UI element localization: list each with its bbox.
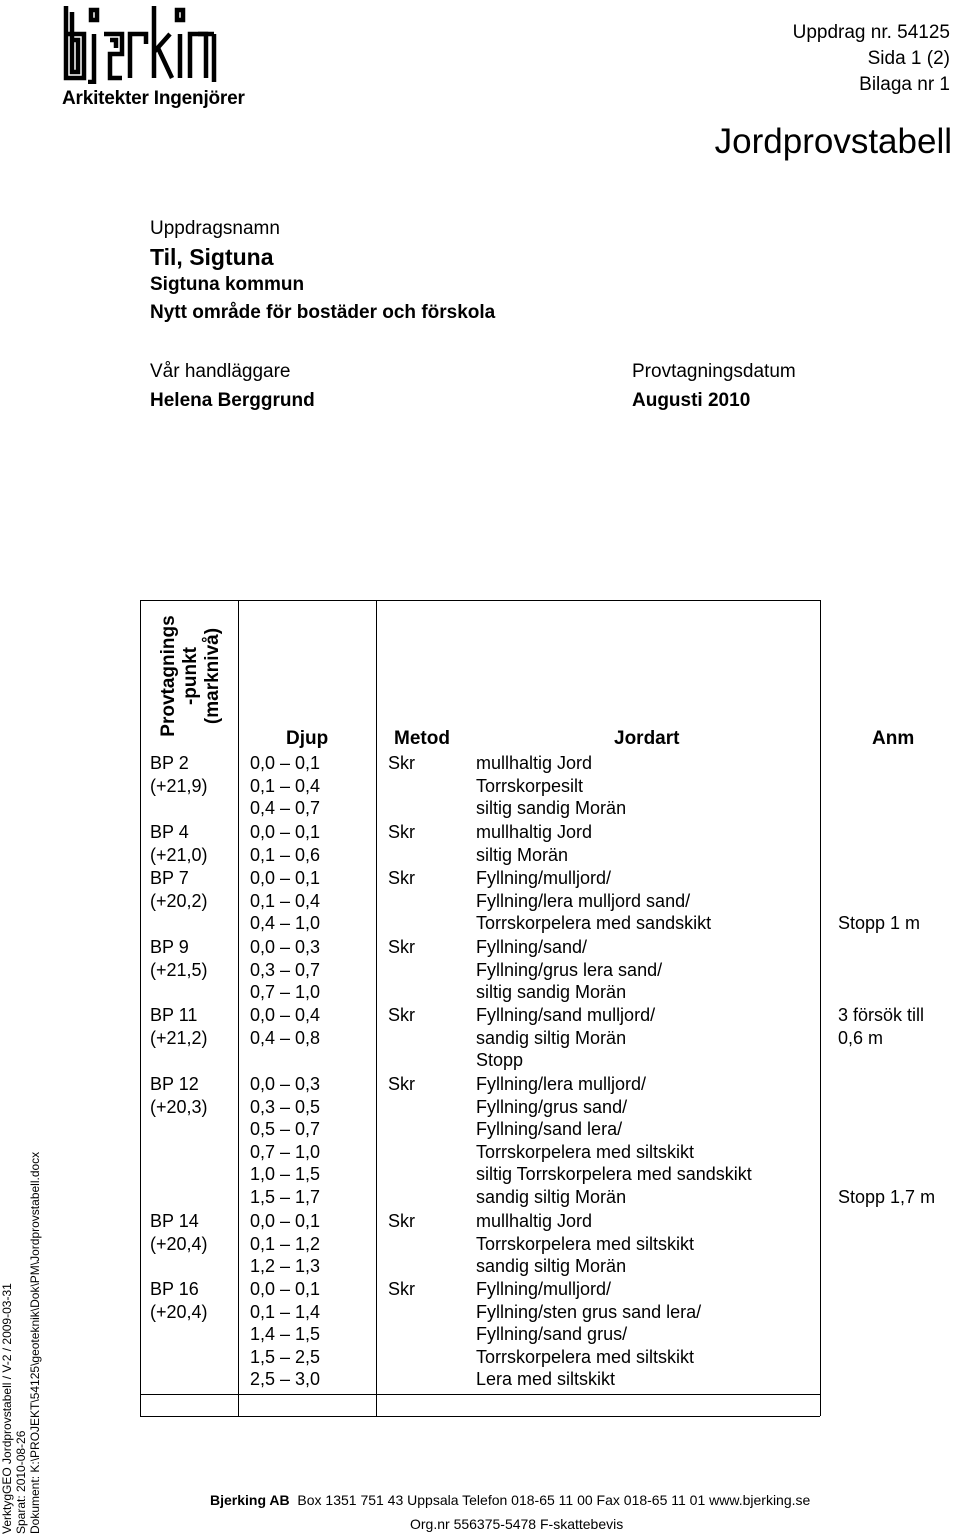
soil-type: siltig Torrskorpelera med sandskikt	[476, 1164, 752, 1185]
depth-range: 0,0 – 0,1	[250, 1279, 321, 1299]
depth-range: 0,0 – 0,1	[250, 868, 321, 888]
sampling-method: Skr	[388, 1005, 415, 1025]
depth-range: 0,1 – 0,4	[250, 775, 321, 796]
soil-type: Fyllning/mulljord/	[476, 868, 612, 888]
document-path: Dokument: K:\PROJEKT\54125\geoteknik\Dok\PM\Jordprovstabell.docx	[28, 1151, 42, 1534]
sampling-method: Skr	[388, 753, 415, 773]
soil-type: Torrskorpelera med siltskikt	[476, 1233, 695, 1254]
bjerking-wordmark-logo	[62, 4, 218, 84]
soil-type: Torrskorpesilt	[476, 775, 584, 796]
assignment-number: Uppdrag nr. 54125	[792, 22, 950, 43]
depth-range: 0,1 – 0,6	[250, 844, 321, 865]
sampling-method: Skr	[388, 822, 415, 842]
company-logo	[62, 4, 245, 114]
soil-sample-table	[140, 600, 960, 1416]
depth-range: 1,5 – 2,5	[250, 1346, 321, 1367]
soil-type: mullhaltig Jord	[476, 1211, 593, 1231]
remark-column-header: Anm	[872, 728, 915, 749]
soil-type: siltig sandig Morän	[476, 798, 627, 819]
soil-type: Torrskorpelera med siltskikt	[476, 1141, 695, 1162]
sample-point-level: (+21,2)	[150, 1027, 208, 1048]
sampling-method: Skr	[388, 937, 415, 957]
sample-point-level: (+21,9)	[150, 775, 208, 796]
sample-point-id: BP 11	[150, 1005, 198, 1025]
depth-range: 2,5 – 3,0	[250, 1369, 321, 1390]
depth-range: 0,7 – 1,0	[250, 1141, 321, 1162]
depth-range: 0,3 – 0,5	[250, 1096, 321, 1117]
soil-type: sandig siltig Morän	[476, 1187, 627, 1207]
handler-name: Helena Berggrund	[150, 390, 315, 411]
soil-type-column-header: Jordart	[614, 728, 680, 749]
table-right-border	[820, 600, 821, 1416]
sampling-date-label: Provtagningsdatum	[632, 361, 796, 382]
punkt-header-line: Provtagnings	[158, 615, 179, 737]
sample-point-id: BP 2	[150, 753, 189, 773]
sample-point-id: BP 4	[150, 822, 189, 842]
sample-point-level: (+21,0)	[150, 844, 208, 865]
sample-point-id: BP 14	[150, 1211, 199, 1231]
remark: 0,6 m	[838, 1027, 884, 1048]
depth-range: 0,3 – 0,7	[250, 959, 321, 980]
remark: Stopp 1 m	[838, 913, 921, 934]
soil-type: Fyllning/grus lera sand/	[476, 959, 663, 980]
soil-type: mullhaltig Jord	[476, 753, 593, 773]
document-metadata	[0, 1134, 42, 1534]
page-number: Sida 1 (2)	[867, 48, 950, 69]
remark: 3 försök till	[838, 1005, 925, 1025]
saved-date: Sparat: 2010-08-26	[14, 1430, 28, 1534]
footer-address: Box 1351 751 43 Uppsala Telefon 018-65 11 00 Fax 018-65 11 01 www.bjerking.se	[297, 1492, 811, 1508]
soil-type: siltig Morän	[476, 844, 569, 865]
soil-type: Fyllning/mulljord/	[476, 1279, 612, 1299]
depth-range: 0,1 – 1,4	[250, 1301, 321, 1322]
soil-type: Fyllning/lera mulljord sand/	[476, 890, 691, 911]
sample-point-id: BP 9	[150, 937, 189, 957]
document-title: Jordprovstabell	[714, 122, 952, 161]
punkt-header-line: (marknivå)	[202, 627, 223, 725]
sample-point-id: BP 16	[150, 1279, 199, 1299]
remark: Stopp 1,7 m	[838, 1187, 936, 1207]
sample-point-level: (+20,4)	[150, 1301, 208, 1322]
handler-label: Vår handläggare	[150, 361, 291, 382]
depth-column-header: Djup	[286, 728, 329, 749]
template-info: VerktygGEO Jordprovstabell / V-2 / 2009-03-31	[0, 1283, 14, 1534]
soil-type: Fyllning/sand lera/	[476, 1119, 623, 1140]
depth-range: 1,0 – 1,5	[250, 1164, 321, 1185]
table-top-border	[140, 600, 820, 601]
soil-type: sandig siltig Morän	[476, 1027, 627, 1048]
soil-type: Fyllning/sand grus/	[476, 1324, 628, 1345]
sample-point-level: (+21,5)	[150, 959, 208, 980]
soil-type: Fyllning/sand mulljord/	[476, 1005, 656, 1025]
depth-range: 0,0 – 0,3	[250, 1074, 321, 1094]
punkt-column-header	[140, 600, 240, 740]
sample-point-level: (+20,4)	[150, 1233, 208, 1254]
table-row-separator	[140, 1394, 820, 1395]
depth-range: 0,0 – 0,1	[250, 1211, 321, 1231]
sampling-method: Skr	[388, 1279, 415, 1299]
depth-range: 1,4 – 1,5	[250, 1324, 321, 1345]
depth-range: 0,4 – 0,7	[250, 798, 321, 819]
table-bottom-border	[140, 1416, 820, 1417]
method-column-header: Metod	[394, 728, 450, 749]
soil-type: Stopp	[476, 1050, 524, 1071]
sample-point-level: (+20,3)	[150, 1096, 208, 1117]
soil-type: siltig sandig Morän	[476, 982, 627, 1003]
soil-type: Torrskorpelera med sandskikt	[476, 913, 712, 934]
soil-type: Fyllning/sand/	[476, 937, 588, 957]
soil-type: sandig siltig Morän	[476, 1256, 627, 1277]
depth-range: 0,4 – 0,8	[250, 1027, 321, 1048]
sample-point-id: BP 7	[150, 868, 189, 888]
soil-type: Fyllning/sten grus sand lera/	[476, 1301, 702, 1322]
depth-range: 1,5 – 1,7	[250, 1187, 321, 1207]
depth-range: 0,0 – 0,1	[250, 753, 321, 773]
project-label: Uppdragsnamn	[150, 218, 280, 239]
table-column-divider	[376, 600, 377, 1416]
project-municipality: Sigtuna kommun	[150, 274, 305, 295]
soil-type: Fyllning/lera mulljord/	[476, 1074, 647, 1094]
sampling-date: Augusti 2010	[632, 390, 751, 411]
footer-address-line	[210, 1492, 810, 1508]
soil-type: mullhaltig Jord	[476, 822, 593, 842]
footer-company: Bjerking AB	[210, 1492, 290, 1508]
sampling-method: Skr	[388, 1074, 415, 1094]
sampling-method: Skr	[388, 868, 415, 888]
soil-type: Lera med siltskikt	[476, 1369, 616, 1390]
depth-range: 0,5 – 0,7	[250, 1119, 321, 1140]
depth-range: 0,0 – 0,3	[250, 937, 321, 957]
appendix-number: Bilaga nr 1	[859, 74, 950, 95]
punkt-header-line: -punkt	[180, 646, 201, 706]
sample-point-id: BP 12	[150, 1074, 199, 1094]
depth-range: 0,1 – 1,2	[250, 1233, 321, 1254]
logo-subtitle: Arkitekter Ingenjörer	[62, 88, 245, 109]
project-description: Nytt område för bostäder och förskola	[150, 302, 496, 323]
soil-type: Fyllning/grus sand/	[476, 1096, 628, 1117]
sampling-method: Skr	[388, 1211, 415, 1231]
soil-type: Torrskorpelera med siltskikt	[476, 1346, 695, 1367]
depth-range: 0,7 – 1,0	[250, 982, 321, 1003]
depth-range: 0,0 – 0,1	[250, 822, 321, 842]
footer-org-number: Org.nr 556375-5478 F-skattebevis	[410, 1516, 624, 1532]
project-name: Til, Sigtuna	[150, 244, 274, 270]
sample-point-level: (+20,2)	[150, 890, 208, 911]
depth-range: 0,1 – 0,4	[250, 890, 321, 911]
depth-range: 0,0 – 0,4	[250, 1005, 321, 1025]
depth-range: 1,2 – 1,3	[250, 1256, 321, 1277]
depth-range: 0,4 – 1,0	[250, 913, 321, 934]
